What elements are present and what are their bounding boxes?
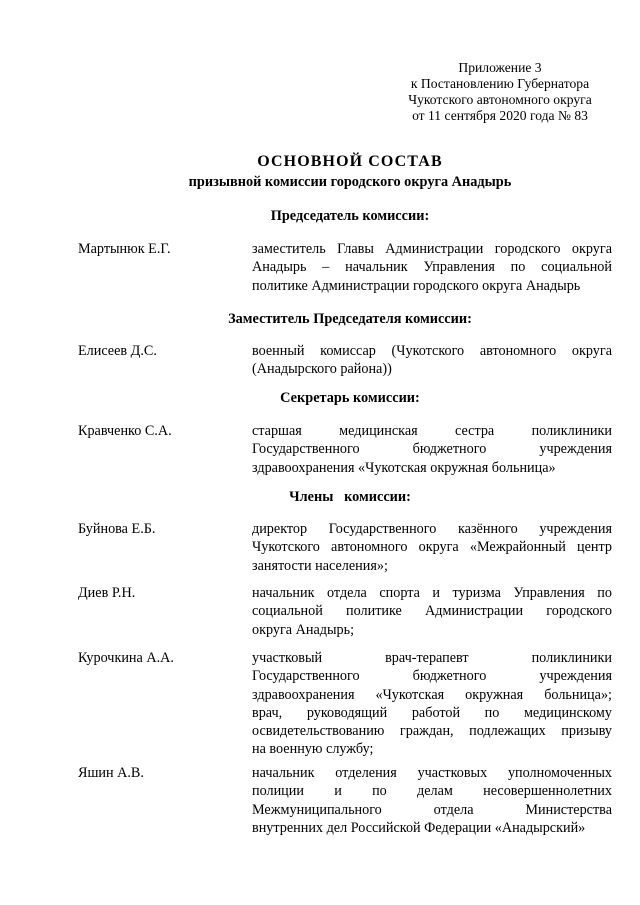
section-heading-deputy: Заместитель Председателя комиссии:: [228, 311, 472, 327]
document-title: ОСНОВНОЙ СОСТАВ: [257, 153, 443, 170]
role-line: Межмуниципального отдела Министерства: [252, 801, 612, 818]
annex-block: [380, 60, 620, 124]
member-name: Елисеев Д.С.: [78, 343, 157, 359]
annex-line: Приложение 3: [458, 60, 542, 75]
role-line: (Анадырского района)): [252, 361, 392, 378]
role-line: старшая медицинская сестра поликлиники: [252, 423, 612, 439]
member-role: [252, 764, 612, 837]
role-line: политике Администрации городского округа Анадырь: [252, 277, 581, 294]
annex-line: к Постановлению Губернатора: [410, 75, 590, 91]
role-line: начальник отделения участковых уполномоченных: [252, 765, 612, 781]
role-line: директор Государственного казённого учреждения: [252, 521, 612, 537]
role-line: на военную службу;: [252, 741, 374, 758]
member-role: [252, 240, 612, 295]
member-role: [252, 649, 612, 759]
annex-line: Чукотского автономного округа: [408, 91, 592, 107]
role-line: военный комиссар (Чукотского автономного округа: [252, 343, 612, 359]
annex-line: от 11 сентября 2020 года № 83: [412, 107, 588, 123]
role-line: здравоохранения «Чукотская окружная больница»: [252, 459, 556, 476]
member-role: [252, 342, 612, 379]
member-name: Буйнова Е.Б.: [78, 521, 156, 537]
section-heading-secretary: Секретарь комиссии:: [280, 390, 420, 406]
role-line: социальной политике Администрации городского: [252, 603, 612, 620]
member-name: Диев Р.Н.: [78, 585, 136, 601]
role-line: Государственного бюджетного учреждения: [252, 441, 612, 458]
role-line: внутренних дел Российской Федерации «Анадырский»: [252, 819, 586, 836]
member-name: Мартынюк Е.Г.: [78, 241, 171, 257]
section-heading-members: Члены комиссии:: [289, 489, 411, 505]
role-line: Чукотского автономного округа «Межрайонный центр: [252, 539, 612, 556]
role-line: Государственного бюджетного учреждения: [252, 668, 612, 685]
member-role: [252, 520, 612, 575]
role-line: освидетельствованию граждан, подлежащих призыву: [252, 723, 612, 740]
section-heading-chairman: Председатель комиссии:: [270, 208, 430, 224]
member-name: Яшин А.В.: [78, 765, 144, 781]
role-line: округа Анадырь;: [252, 621, 355, 638]
role-line: участковый врач-терапевт поликлиники: [252, 650, 612, 666]
member-role: [252, 422, 612, 477]
member-role: [252, 584, 612, 639]
role-line: полиции и по делам несовершеннолетних: [252, 783, 612, 800]
member-name: Курочкина А.А.: [78, 650, 174, 666]
member-name: Кравченко С.А.: [78, 423, 172, 439]
role-line: начальник отдела спорта и туризма Управления по: [252, 585, 612, 601]
role-line: заместитель Главы Администрации городского округа: [252, 241, 612, 257]
role-line: здравоохранения «Чукотская окружная больница»;: [252, 686, 612, 703]
document-subtitle: призывной комиссии городского округа Анадырь: [188, 174, 512, 190]
role-line: занятости населения»;: [252, 557, 388, 574]
role-line: врач, руководящий работой по медицинскому: [252, 704, 612, 721]
role-line: Анадырь – начальник Управления по социальной: [252, 259, 612, 276]
